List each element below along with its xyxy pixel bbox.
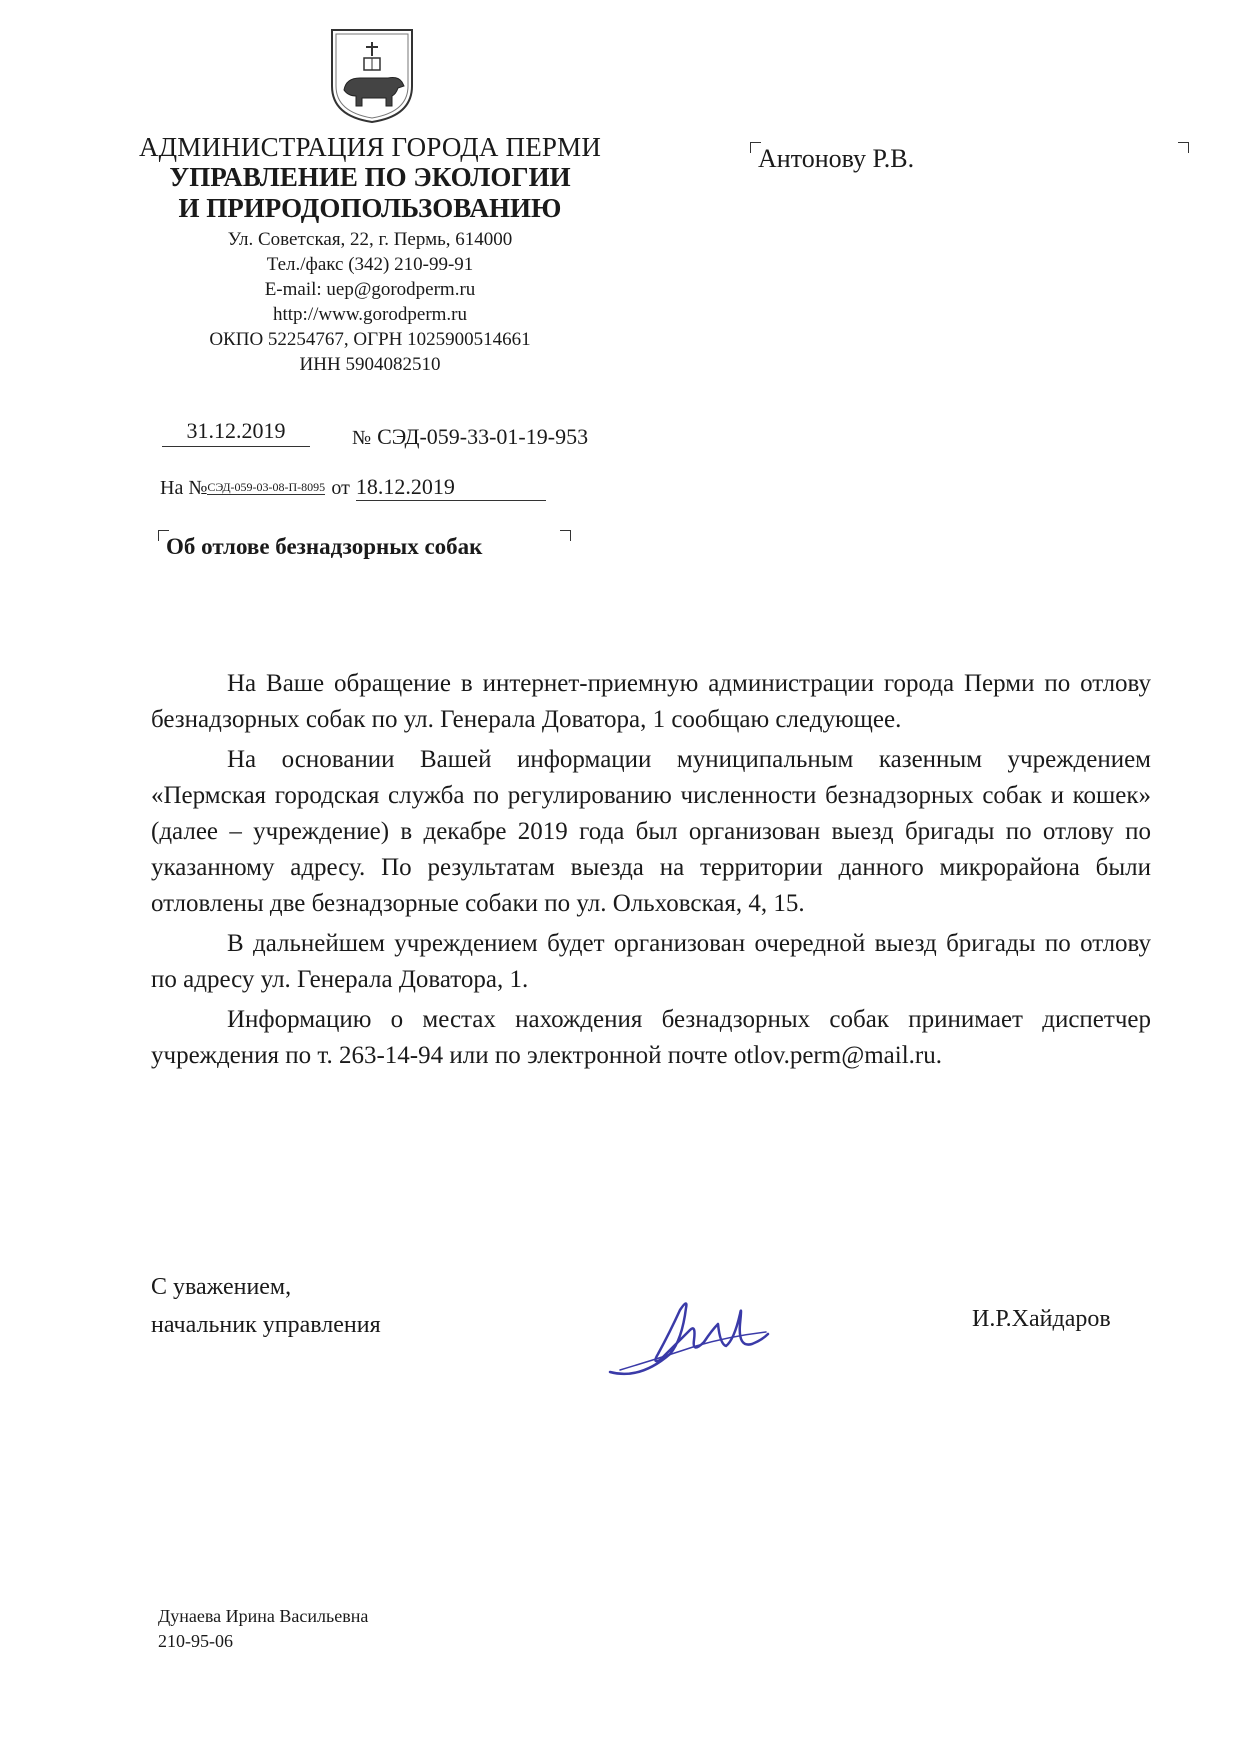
address: Ул. Советская, 22, г. Пермь, 614000 <box>227 229 513 250</box>
organization-name: АДМИНИСТРАЦИЯ ГОРОДА ПЕРМИ <box>138 132 602 162</box>
executor-phone: 210-95-06 <box>158 1631 233 1651</box>
signer-name: И.Р.Хайдаров <box>972 1306 1111 1332</box>
handwritten-signature <box>600 1284 780 1384</box>
number-sign: № <box>352 427 372 449</box>
paragraph-1: На Ваше обращение в интернет-приемную администрации города Перми по отлову безнадзорных собак по ул. Генерала Доватора, 1 сообщаю следующее. <box>151 670 1151 733</box>
department-name-line1: УПРАВЛЕНИЕ ПО ЭКОЛОГИИ <box>169 162 571 192</box>
registration-date: 31.12.2019 <box>162 418 310 447</box>
reference-number: СЭД-059-03-08-П-8095 <box>207 480 326 494</box>
inn: ИНН 5904082510 <box>299 354 441 375</box>
website: http://www.gorodperm.ru <box>272 304 468 325</box>
addressee: Антонову Р.В. <box>758 144 915 173</box>
phone-fax: Тел./факс (342) 210-99-91 <box>266 254 474 275</box>
perm-coat-of-arms-icon <box>326 24 418 124</box>
addressee-corner-right <box>1178 142 1189 153</box>
paragraph-3: В дальнейшем учреждением будет организован очередной выезд бригады по отлову по адресу ул. Генерала Доватора, 1. <box>151 930 1151 993</box>
closing-greeting: С уважением, <box>151 1274 292 1300</box>
okpo-ogrn: ОКПО 52254767, ОГРН 1025900514661 <box>209 329 531 350</box>
reference-date: 18.12.2019 <box>356 474 546 501</box>
letterhead <box>110 132 630 377</box>
paragraph-2: На основании Вашей информации муниципальным казенным учреждением «Пермская городская служба по регулированию численности безнадзорных собак и кошек» (далее – учреждение) в декабре 2019 года был организован выезд бригады по отлову по указанному адресу. По результатам выезда на территории данного микрорайона были отловлены две безнадзорные собаки по ул. Ольховская, 4, 15. <box>151 746 1151 917</box>
reference-label: На № <box>160 477 208 499</box>
letter-body <box>151 666 1151 1078</box>
reference-line <box>160 474 546 501</box>
department-name-line2: И ПРИРОДОПОЛЬЗОВАНИЮ <box>178 193 562 223</box>
registration-number <box>352 424 588 450</box>
reference-from-label: от <box>331 477 350 499</box>
executor <box>158 1604 368 1654</box>
paragraph-4: Информацию о местах нахождения безнадзорных собак принимает диспетчер учреждения по т. 263-14-94 или по электронной почте otlov.perm@mail.ru. <box>151 1006 1151 1069</box>
email: E-mail: uep@gorodperm.ru <box>264 279 476 300</box>
closing <box>151 1268 381 1344</box>
executor-name: Дунаева Ирина Васильевна <box>158 1606 369 1626</box>
subject: Об отлове безнадзорных собак <box>166 534 483 559</box>
signer-position: начальник управления <box>151 1312 381 1338</box>
subject-corner-right <box>560 530 571 541</box>
registration-number-value: СЭД-059-33-01-19-953 <box>377 424 589 449</box>
